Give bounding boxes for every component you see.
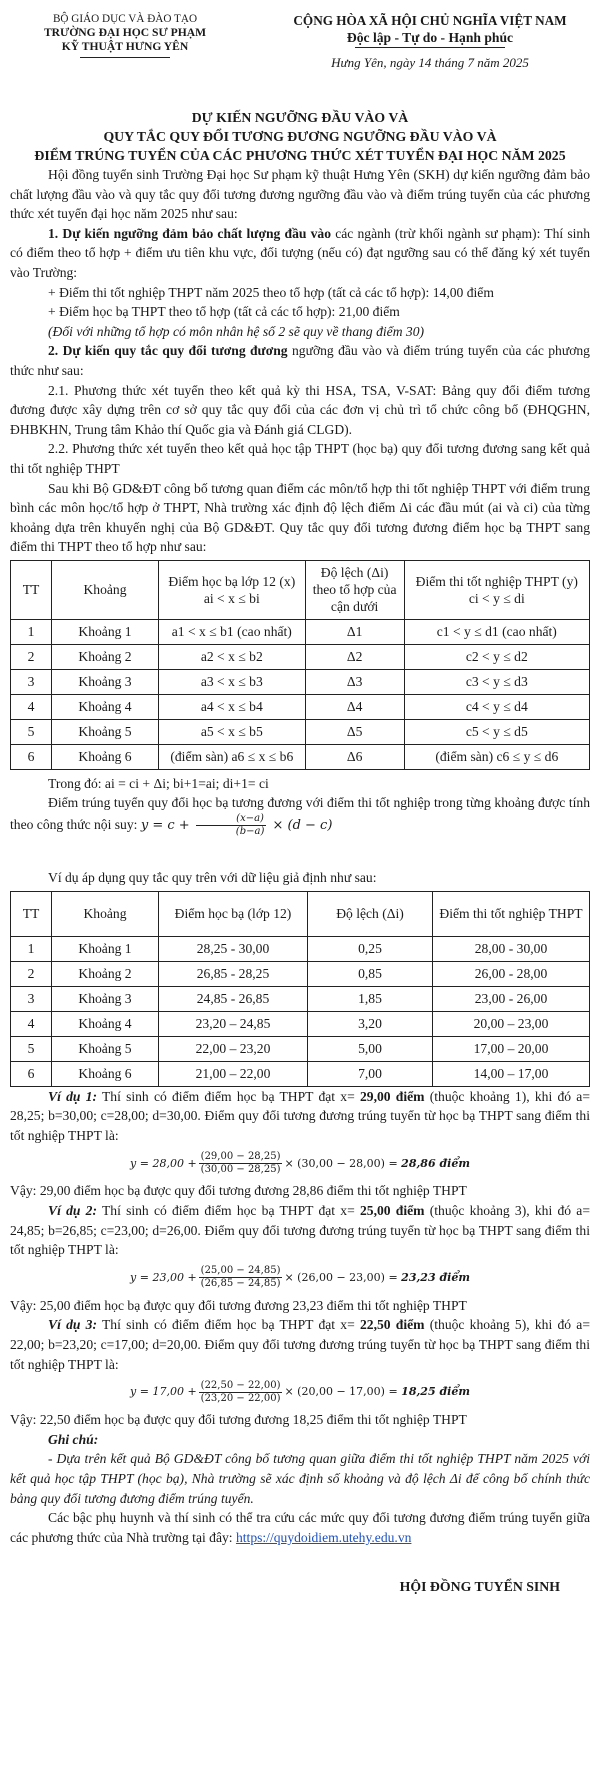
- formula-result: 23,23 điểm: [401, 1271, 470, 1285]
- table-cell: 5: [11, 1036, 52, 1061]
- table-cell: 2: [11, 644, 52, 669]
- col-transcript-score-label: Điểm học bạ lớp 12 (x): [168, 573, 296, 589]
- table-row: [11, 619, 590, 644]
- formula-fraction: [199, 1380, 283, 1405]
- table-cell: 3,20: [308, 1011, 433, 1036]
- section2-2-paragraph: 2.2. Phương thức xét tuyển theo kết quả học tập THPT (học bạ) quy đổi tương đương sang kết quả thi tốt nghiệp THPT: [10, 441, 590, 476]
- spacer: [10, 838, 590, 868]
- example-text-a: Thí sinh có điểm điểm học bạ THPT đạt x=: [96, 1088, 360, 1104]
- example-1: [10, 1087, 590, 1201]
- col-exam-score: Điểm thi tốt nghiệp THPT: [433, 891, 590, 936]
- document-date: Hưng Yên, ngày 14 tháng 7 năm 2025: [331, 55, 529, 70]
- table-cell: a2 < x ≤ b2: [159, 644, 306, 669]
- table-cell: c3 < y ≤ d3: [404, 669, 589, 694]
- table-cell: Khoảng 1: [52, 936, 159, 961]
- table-cell: c1 < y ≤ d1 (cao nhất): [404, 619, 589, 644]
- table-cell: 5,00: [308, 1036, 433, 1061]
- table-cell: Khoảng 4: [52, 694, 159, 719]
- table-cell: c5 < y ≤ d5: [404, 719, 589, 744]
- section2-paragraph: [10, 341, 590, 380]
- example-text-a: Thí sinh có điểm điểm học bạ THPT đạt x=: [96, 1203, 360, 1219]
- title-line1: DỰ KIẾN NGƯỠNG ĐẦU VÀO VÀ: [191, 110, 409, 125]
- formula-numerator: (25,00 − 24,85): [200, 1265, 281, 1277]
- col-exam-score-range: ci < y ≤ di: [468, 590, 525, 606]
- interp-rhs: × (d − c): [272, 818, 333, 834]
- signature: HỘI ĐỒNG TUYỂN SINH: [399, 1579, 560, 1595]
- formula-denominator: (26,85 − 24,85): [200, 1278, 281, 1290]
- national-motto: Độc lập - Tự do - Hạnh phúc: [346, 30, 514, 45]
- table-cell: 5: [11, 719, 52, 744]
- table-row: [11, 744, 590, 769]
- table-cell: a4 < x ≤ b4: [159, 694, 306, 719]
- example-text: [10, 1201, 590, 1260]
- table-cell: 6: [11, 1061, 52, 1086]
- table-row: [11, 986, 590, 1011]
- table-cell: 3: [11, 669, 52, 694]
- example-text-b: (thuộc khoảng 5), khi đó a= 22,00; b=23,20; c=17,00; d=20,00. Điểm quy đổi tương đương trúng tuyển từ học bạ THPT sang điểm thi tốt nghiệp THPT là:: [10, 1317, 590, 1372]
- national-heading: [270, 12, 590, 71]
- example-text: [10, 1087, 590, 1146]
- col-range: Khoảng: [52, 560, 159, 619]
- ministry-name: BỘ GIÁO DỤC VÀ ĐÀO TẠO: [52, 13, 198, 25]
- col-range: Khoảng: [52, 891, 159, 936]
- table-cell: 28,00 - 30,00: [433, 936, 590, 961]
- issuing-organization: [10, 12, 240, 58]
- table-cell: c4 < y ≤ d4: [404, 694, 589, 719]
- table-cell: 2: [11, 961, 52, 986]
- table-cell: Khoảng 5: [52, 719, 159, 744]
- org-underline: [80, 57, 170, 58]
- notes-heading: [10, 1430, 590, 1450]
- example-x-value: 29,00 điểm: [359, 1088, 425, 1104]
- document-title: [10, 108, 590, 165]
- table-cell: Khoảng 6: [52, 1061, 159, 1086]
- section1-text: các ngành (trừ khối ngành sư phạm): Thí sinh có điểm theo tổ hợp + điểm ưu tiên khu vực, đối tượng (nếu có) đạt ngưỡng sau có thể đăng ký xét tuyển vào Trường:: [10, 225, 591, 280]
- interp-numerator: (x−a): [196, 813, 266, 826]
- section2-heading: 2. Dự kiến quy tắc quy đổi tương đương: [48, 343, 288, 359]
- example-label: Ví dụ 2:: [48, 1203, 97, 1219]
- table-row: [11, 694, 590, 719]
- formula-denominator: (23,20 − 22,00): [200, 1392, 281, 1404]
- example-3: [10, 1315, 590, 1429]
- university-name-line1: TRƯỜNG ĐẠI HỌC SƯ PHẠM: [43, 26, 207, 39]
- formula-lhs: y = 28,00 +: [130, 1156, 197, 1170]
- table-cell: Khoảng 5: [52, 1036, 159, 1061]
- table-row: [11, 1036, 590, 1061]
- table-cell: 20,00 – 23,00: [433, 1011, 590, 1036]
- table-cell: Khoảng 2: [52, 644, 159, 669]
- example-text-a: Thí sinh có điểm điểm học bạ THPT đạt x=: [96, 1317, 360, 1333]
- interp-lhs: y = c +: [140, 818, 190, 834]
- table-cell: 17,00 – 20,00: [433, 1036, 590, 1061]
- formula-lhs: y = 23,00 +: [130, 1271, 197, 1285]
- col-transcript-score: [159, 560, 306, 619]
- formula-denominator: (30,00 − 28,25): [200, 1163, 281, 1175]
- example-x-value: 22,50 điểm: [359, 1317, 425, 1333]
- table-row: [11, 1061, 590, 1086]
- table-cell: Khoảng 1: [52, 619, 159, 644]
- table-cell: Khoảng 2: [52, 961, 159, 986]
- interp-denominator: (b−a): [235, 826, 265, 838]
- table-cell: 22,00 – 23,20: [159, 1036, 308, 1061]
- formula-fraction: [199, 1265, 283, 1290]
- example-conclusion: Vậy: 29,00 điểm học bạ được quy đổi tương đương 28,86 điểm thi tốt nghiệp THPT: [10, 1183, 467, 1199]
- formula-result: 18,25 điểm: [401, 1385, 470, 1399]
- nation-name: CỘNG HÒA XÃ HỘI CHỦ NGHĨA VIỆT NAM: [293, 13, 567, 28]
- example-2: [10, 1201, 590, 1315]
- table-cell: Δ3: [305, 669, 404, 694]
- table-cell: 0,85: [308, 961, 433, 986]
- table-cell: 26,00 - 28,00: [433, 961, 590, 986]
- table-cell: 4: [11, 1011, 52, 1036]
- section1-heading: 1. Dự kiến ngưỡng đảm bảo chất lượng đầu vào: [48, 225, 332, 241]
- example-conclusion: Vậy: 22,50 điểm học bạ được quy đổi tương đương 18,25 điểm thi tốt nghiệp THPT: [10, 1412, 467, 1428]
- table-cell: 1,85: [308, 986, 433, 1011]
- table-cell: 21,00 – 22,00: [159, 1061, 308, 1086]
- col-tt: TT: [11, 560, 52, 619]
- university-name-line2: KỸ THUẬT HƯNG YÊN: [61, 40, 189, 53]
- table-cell: Δ2: [305, 644, 404, 669]
- table-row: [11, 719, 590, 744]
- notes-heading-text: Ghi chú:: [48, 1431, 99, 1447]
- table-cell: 26,85 - 28,25: [159, 961, 308, 986]
- example-text: [10, 1315, 590, 1374]
- formula-numerator: (22,50 − 22,00): [200, 1379, 281, 1391]
- formula-lhs: y = 17,00 +: [130, 1385, 197, 1399]
- section1-bullet1: + Điểm thi tốt nghiệp THPT năm 2025 theo tổ hợp (tất cả các tổ hợp): 14,00 điểm: [48, 284, 494, 300]
- table-cell: 14,00 – 17,00: [433, 1061, 590, 1086]
- example-label: Ví dụ 3:: [48, 1317, 97, 1333]
- example-label: Ví dụ 1:: [48, 1088, 97, 1104]
- table-cell: 1: [11, 936, 52, 961]
- intro-paragraph: Hội đồng tuyển sinh Trường Đại học Sư phạm kỹ thuật Hưng Yên (SKH) dự kiến ngưỡng đảm bảo chất lượng đầu vào và quy tắc quy đổi tương đương ngưỡng đầu vào và điểm trúng tuyển của các phương thức xét tuyển đại học năm 2025 như sau:: [10, 167, 590, 222]
- col-transcript-score-range: ai < x ≤ bi: [203, 590, 260, 606]
- formula-rhs: × (26,00 − 23,00) =: [284, 1271, 398, 1285]
- formula-rhs: × (30,00 − 28,00) =: [284, 1156, 398, 1170]
- table-cell: 0,25: [308, 936, 433, 961]
- col-deviation: Độ lệch (Δi) theo tổ hợp của cận dưới: [305, 560, 404, 619]
- section2-1-paragraph: 2.1. Phương thức xét tuyển theo kết quả kỳ thi HSA, TSA, V-SAT: Bảng quy đổi điểm tương đương được xây dựng trên cơ sở quy tắc quy đổi của các đơn vị chủ trì tổ chức công bố (ĐHQGHN, ĐHBKHN, Trung tâm Khảo thí Quốc gia và Đánh giá CLGD).: [10, 382, 590, 437]
- table-cell: 28,25 - 30,00: [159, 936, 308, 961]
- table-cell: c2 < y ≤ d2: [404, 644, 589, 669]
- col-exam-score: [404, 560, 589, 619]
- table-cell: Δ1: [305, 619, 404, 644]
- interpolation-paragraph: [10, 793, 590, 838]
- table-cell: Khoảng 3: [52, 669, 159, 694]
- lookup-link[interactable]: https://quydoidiem.utehy.edu.vn: [235, 1529, 412, 1545]
- table-row: [11, 936, 590, 961]
- table-cell: 23,20 – 24,85: [159, 1011, 308, 1036]
- closing-paragraph: [10, 1508, 590, 1547]
- example-text-b: (thuộc khoảng 1), khi đó a= 28,25; b=30,00; c=28,00; d=30,00. Điểm quy đổi tương đương trúng tuyển từ học bạ THPT sang điểm thi tốt nghiệp THPT là:: [10, 1088, 590, 1143]
- table-cell: Δ4: [305, 694, 404, 719]
- notes-text: - Dựa trên kết quả Bộ GD&ĐT công bố tương quan giữa điểm thi tốt nghiệp THPT năm 2025 với kết quả học tập THPT (học bạ), Nhà trường sẽ xác định số khoảng và độ lệch Δi để công bố chính thức bảng quy đổi tương đương điểm trúng tuyển.: [10, 1451, 590, 1506]
- section1-note: (Đối với những tổ hợp có môn nhân hệ số 2 sẽ quy về thang điểm 30): [48, 323, 425, 339]
- example-conclusion: Vậy: 25,00 điểm học bạ được quy đổi tương đương 23,23 điểm thi tốt nghiệp THPT: [10, 1297, 467, 1313]
- example-formula: [10, 1260, 590, 1296]
- table-cell: 1: [11, 619, 52, 644]
- col-deviation: Độ lệch (Δi): [308, 891, 433, 936]
- table-cell: 3: [11, 986, 52, 1011]
- table-row: [11, 1011, 590, 1036]
- table-cell: a5 < x ≤ b5: [159, 719, 306, 744]
- col-tt: TT: [11, 891, 52, 936]
- section2-3-paragraph: Sau khi Bộ GD&ĐT công bố tương quan điểm các môn/tổ hợp thi tốt nghiệp THPT với điểm trung bình các môn học/tổ hợp ở THPT, Nhà trường xác định độ lệch điểm Δi các đầu mút (ai và ci) của từng khoảng dựa trên khuyến nghị của Bộ GD&ĐT. Quy tắc quy đổi tương đương điểm học bạ THPT sang điểm thi THPT theo tổ hợp như sau:: [10, 480, 590, 555]
- table-cell: Δ6: [305, 744, 404, 769]
- section1-paragraph: [10, 224, 590, 283]
- table-cell: Khoảng 4: [52, 1011, 159, 1036]
- example-intro: Ví dụ áp dụng quy tắc quy trên với dữ liệu giả định như sau:: [48, 870, 377, 886]
- table-cell: 4: [11, 694, 52, 719]
- document-header: [10, 12, 590, 102]
- conversion-rule-table: [10, 560, 590, 770]
- example-x-value: 25,00 điểm: [359, 1203, 425, 1219]
- interpolation-formula: [140, 813, 333, 838]
- table-cell: Khoảng 6: [52, 744, 159, 769]
- formula-definition: Trong đó: ai = ci + Δi; bi+1=ai; di+1= ci: [48, 775, 269, 791]
- interp-fraction: [196, 813, 267, 838]
- example-text-b: (thuộc khoảng 3), khi đó a= 24,85; b=26,85; c=23,00; d=26,00. Điểm quy đổi tương đương trúng tuyển từ học bạ THPT sang điểm thi tốt nghiệp THPT là:: [10, 1203, 590, 1258]
- table-cell: (điểm sàn) c6 ≤ y ≤ d6: [404, 744, 589, 769]
- table-row: [11, 961, 590, 986]
- table-cell: 6: [11, 744, 52, 769]
- table-cell: Khoảng 3: [52, 986, 159, 1011]
- closing-text: Các bậc phụ huynh và thí sinh có thể tra cứu các mức quy đổi tương đương điểm trúng tuyển giữa các phương thức của Nhà trường tại đây:: [10, 1510, 590, 1545]
- examples-section: [10, 1087, 590, 1430]
- table-cell: (điểm sàn) a6 ≤ x ≤ b6: [159, 744, 306, 769]
- title-line3: ĐIỂM TRÚNG TUYỂN CỦA CÁC PHƯƠNG THỨC XÉT TUYỂN ĐẠI HỌC NĂM 2025: [34, 148, 566, 163]
- table-cell: a1 < x ≤ b1 (cao nhất): [159, 619, 306, 644]
- example-formula: [10, 1374, 590, 1410]
- section2-text: ngưỡng đầu vào và điểm trúng tuyển của các phương thức như sau:: [10, 343, 590, 378]
- table-row: [11, 644, 590, 669]
- formula-fraction: [199, 1151, 283, 1176]
- example-table: [10, 891, 590, 1087]
- table-header-row: [11, 560, 590, 619]
- table-cell: 23,00 - 26,00: [433, 986, 590, 1011]
- table-cell: a3 < x ≤ b3: [159, 669, 306, 694]
- table-cell: 7,00: [308, 1061, 433, 1086]
- table-row: [11, 669, 590, 694]
- section1-bullet2: + Điểm học bạ THPT theo tổ hợp (tất cả các tổ hợp): 21,00 điểm: [48, 304, 400, 320]
- interpolation-text: Điểm trúng tuyển quy đổi học bạ tương đương với điểm thi tốt nghiệp trong từng khoảng được tính theo công thức nội suy:: [10, 795, 590, 833]
- col-exam-score-label: Điểm thi tốt nghiệp THPT (y): [415, 573, 578, 589]
- table-cell: 24,85 - 26,85: [159, 986, 308, 1011]
- title-line2: QUY TẮC QUY ĐỔI TƯƠNG ĐƯƠNG NGƯỠNG ĐẦU VÀO VÀ: [103, 129, 497, 144]
- example-formula: [10, 1145, 590, 1181]
- table-cell: Δ5: [305, 719, 404, 744]
- formula-rhs: × (20,00 − 17,00) =: [284, 1385, 398, 1399]
- formula-result: 28,86 điểm: [401, 1156, 470, 1170]
- col-transcript-score: Điểm học bạ (lớp 12): [159, 891, 308, 936]
- formula-numerator: (29,00 − 28,25): [200, 1150, 281, 1162]
- table-header-row: [11, 891, 590, 936]
- motto-underline: [355, 47, 505, 48]
